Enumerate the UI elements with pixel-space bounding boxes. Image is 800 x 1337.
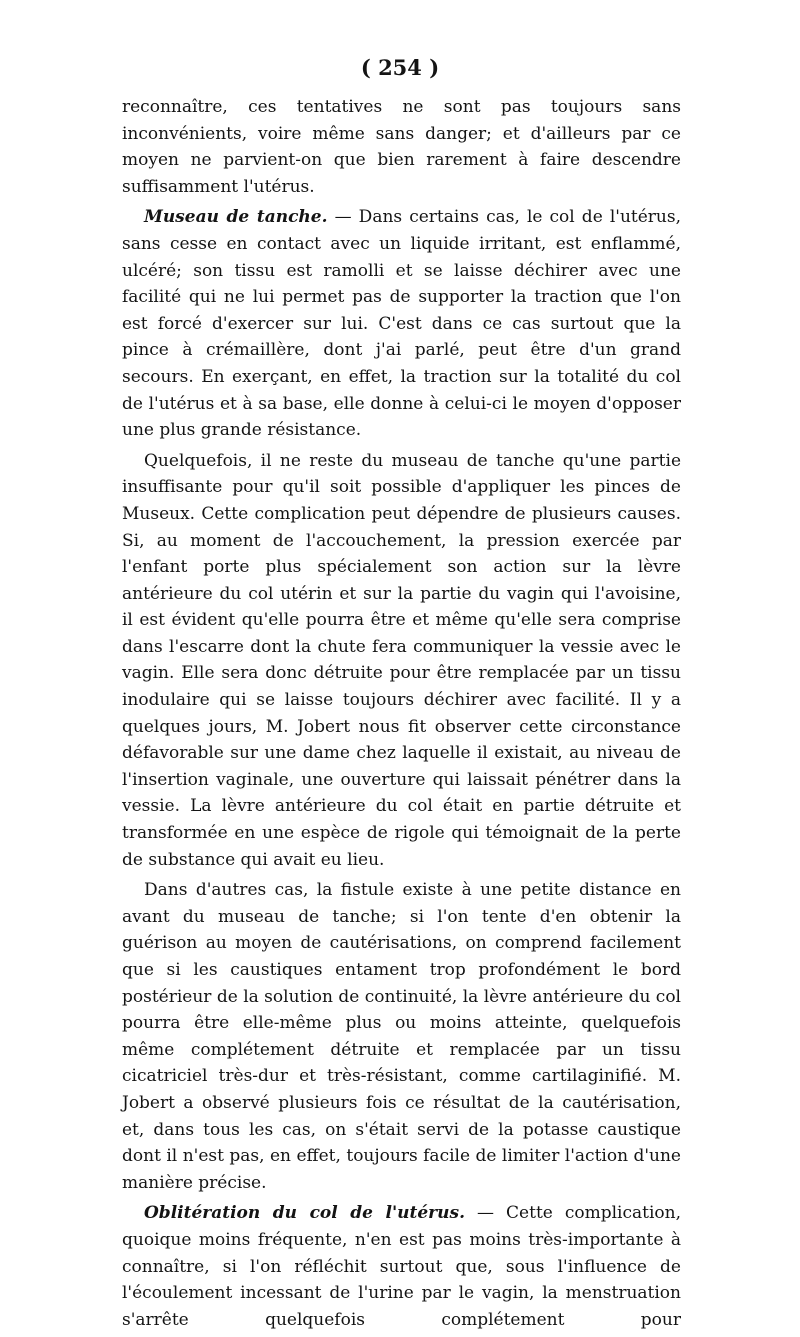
- paragraph-2-text: — Dans certains cas, le col de l'utérus, sans cesse en contact avec un liquide irritant, est enflammé, ulcéré; son tissu est ramolli et se laisse déchirer avec une facilité qui ne lui permet pas de supporter la traction que l'on est forcé d'exercer sur lui. C'est dans ce cas surtout que la pince à crémaillère, dont j'ai parlé, peut être d'un grand secours. En exerçant, en effet, la traction sur la totalité du col de l'utérus et à sa base, elle donne à celui-ci le moyen d'opposer une plus grande résistance.: [122, 207, 681, 441]
- paragraph-3-text: Quelquefois, il ne reste du museau de tanche qu'une partie insuffisante pour qu'il soit possible d'appliquer les pinces de Museux. Cette complication peut dépendre de plusieurs causes. Si, au moment de l'accouchement, la pression exercée par l'enfant porte plus spécialement son action sur la lèvre antérieure du col utérin et sur la partie du vagin qui l'avoisine, il est évident qu'elle pourra être et même qu'elle sera comprise dans l'escarre dont la chute fera communiquer la vessie avec le vagin. Elle sera donc détruite pour être remplacée par un tissu inodulaire qui se laisse toujours déchirer avec facilité. Il y a quelques jours, M. Jobert nous fit observer cette circonstance défavorable sur une dame chez laquelle il existait, au niveau de l'insertion vaginale, une ouverture qui laissait pénétrer dans la vessie. La lèvre antérieure du col était en partie détruite et transformée en une espèce de rigole qui témoignait de la perte de substance qui avait eu lieu.: [122, 450, 681, 870]
- section-heading-obliteration: Oblitération du col de l'utérus.: [144, 1203, 465, 1224]
- paragraph-2: [122, 204, 681, 443]
- body-text: [122, 94, 681, 1337]
- page-number: ( 254 ): [360, 55, 440, 80]
- paragraph-1-text: reconnaître, ces tentatives ne sont pas toujours sans inconvénients, voire même sans danger; et d'ailleurs par ce moyen ne parvient-on que bien rarement à faire descendre suffisamment l'utérus.: [122, 97, 681, 197]
- paragraph-5: [122, 1200, 681, 1333]
- paragraph-4-text: Dans d'autres cas, la fistule existe à une petite distance en avant du museau de tanche; si l'on tente d'en obtenir la guérison au moyen de cautérisations, on comprend facilement que si les caustiques entament trop profondément le bord postérieur de la solution de continuité, la lèvre antérieure du col pourra être elle-même plus ou moins atteinte, quelquefois même complétement détruite et remplacée par un tissu cicatriciel très-dur et très-résistant, comme cartilaginifié. M. Jobert a observé plusieurs fois ce résultat de la cautérisation, et, dans tous les cas, on s'était servi de la potasse caustique dont il n'est pas, en effet, toujours facile de limiter l'action d'une manière précise.: [122, 880, 681, 1193]
- paragraph-5-text: — Cette complication, quoique moins fréquente, n'en est pas moins très-importante à connaître, si l'on réfléchit surtout que, sous l'influence de l'écoulement incessant de l'urine par le vagin, la menstruation s'arrête quelquefois complétement pour: [122, 1203, 681, 1330]
- paragraph-3: [122, 448, 681, 874]
- section-heading-museau: Museau de tanche.: [144, 207, 328, 228]
- paragraph-1: [122, 94, 681, 200]
- paragraph-4: [122, 877, 681, 1196]
